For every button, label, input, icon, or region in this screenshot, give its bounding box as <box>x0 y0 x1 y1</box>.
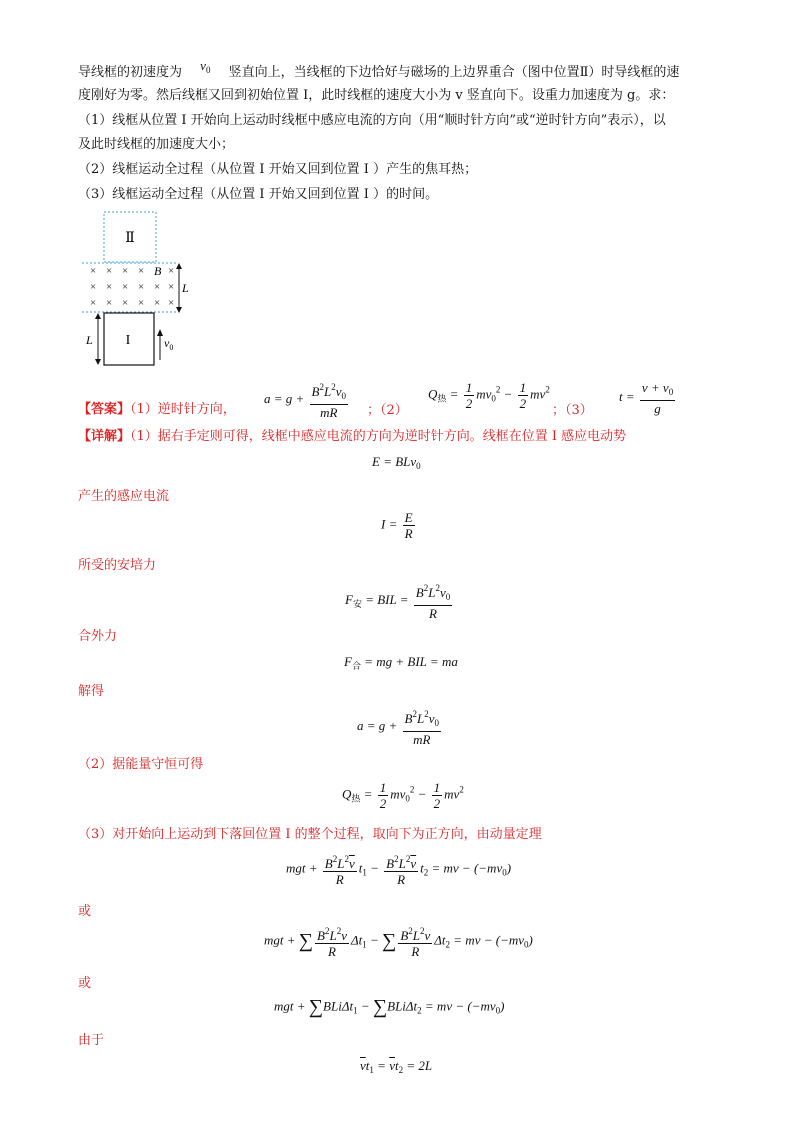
formula-emf: E = BLv$_0$ <box>372 454 421 471</box>
question-1-line-2: 及此时线框的加速度大小； <box>78 137 235 152</box>
svg-text:×: × <box>138 297 145 309</box>
answer-formula-Q: $Q_热$ = $\frac{1}{2}$ $mv_0^2$ − $\frac{1}{2}$ $mv^2$ <box>428 380 550 411</box>
formula-momentum-1: mgt + $\frac{B^2L^2\overline{v}}{R}$ $t_1$ − $\frac{B^2L^2\overline{v}}{R}$ $t_2$ = mv − $(-mv_0)$ <box>286 854 512 887</box>
answer-part-1: （1）逆时针方向， <box>130 402 236 417</box>
formula-acceleration: a = g + $\frac{B^2L^2v_0}{mR}$ <box>357 709 440 747</box>
problem-line-2: 度刚好为零。然后线框又回到初始位置 I，此时线框的速度大小为 v 竖直向下。设重力加速度为 g。求： <box>78 88 675 103</box>
v0-arrow-label: $v_0$ <box>164 336 174 352</box>
L-label-right: L <box>182 281 189 295</box>
answer-part-3: ；（3） <box>552 403 593 418</box>
magnetic-field-figure <box>78 208 198 373</box>
svg-text:×: × <box>138 281 145 293</box>
svg-text:×: × <box>106 265 113 277</box>
explain-text: （1）据右手定则可得，线框中感应电流的方向为逆时针方向。线框在位置 I 感应电动势 <box>130 429 627 444</box>
answer-part-2: ；（2） <box>367 403 408 418</box>
formula-ampere-force: $F_安$ = BIL = $\frac{B^2L^2v_0}{R}$ <box>345 583 451 621</box>
svg-text:×: × <box>90 281 97 293</box>
explain-or-1: 或 <box>78 904 92 919</box>
svg-text:×: × <box>90 265 97 277</box>
explain-force-title: 所受的安培力 <box>78 558 157 573</box>
answer-tag: 【答案】 <box>78 402 131 417</box>
formula-current: I = $\frac{E}{R}$ <box>381 510 413 541</box>
explain-solve-title: 解得 <box>78 684 105 699</box>
svg-text:×: × <box>168 297 175 309</box>
explain-tag: 【详解】 <box>78 429 131 444</box>
problem-line-1 <box>78 58 680 85</box>
svg-text:×: × <box>154 297 161 309</box>
explain-line-1 <box>78 428 626 446</box>
answer-formula-a: a = g + $\frac{B^2L^2v_0}{mR}$ <box>264 382 347 420</box>
position-I-label: I <box>125 333 131 348</box>
formula-momentum-2: mgt + ∑ $\frac{B^2L^2v}{R}$ $\Delta t_1$ − ∑ $\frac{B^2L^2v}{R}$ $\Delta t_2$ = mv − $(-mv_0)$ <box>264 926 533 959</box>
answer-formula-t: t = $\frac{v + v_0}{g}$ <box>619 380 674 416</box>
svg-text:×: × <box>138 265 145 277</box>
formula-heat: $Q_热$ = $\frac{1}{2}$ $mv_0^2$ − $\frac{1}{2}$ $mv^2$ <box>342 780 464 811</box>
explain-or-2: 或 <box>78 976 92 991</box>
field-B-label: B <box>154 264 162 278</box>
svg-text:×: × <box>154 281 161 293</box>
formula-momentum-3: mgt + ∑BLiΔt$_1$ − ∑BLiΔt$_2$ = mv − $(-mv_0)$ <box>274 996 505 1018</box>
answer-line <box>78 401 236 419</box>
explain-part-3: （3）对开始向上运动到下落回位置 I 的整个过程，取向下为正方向，由动量定理 <box>78 827 542 842</box>
svg-text:×: × <box>106 281 113 293</box>
field-crosses <box>90 265 174 309</box>
problem-text: 导线框的初速度为 <box>78 65 183 80</box>
position-II-label: Ⅱ <box>125 231 135 246</box>
explain-since-title: 由于 <box>78 1033 105 1048</box>
svg-text:×: × <box>168 265 175 277</box>
svg-text:×: × <box>106 297 113 309</box>
explain-current-title: 产生的感应电流 <box>78 489 170 504</box>
problem-text: 竖直向上，当线框的下边恰好与磁场的上边界重合（图中位置Ⅱ）时导线框的速 <box>228 65 680 80</box>
svg-text:×: × <box>168 281 175 293</box>
question-3: （3）线框运动全过程（从位置 I 开始又回到位置 I ）的时间。 <box>78 187 439 202</box>
svg-text:×: × <box>122 281 129 293</box>
explain-net-title: 合外力 <box>78 629 118 644</box>
formula-displacement: $\overline{v}t_1 = \overline{v}t_2 = 2L$ <box>360 1058 433 1075</box>
svg-text:×: × <box>122 265 129 277</box>
svg-text:×: × <box>90 297 97 309</box>
formula-net-force: $F_合$ = mg + BIL = ma <box>344 654 458 671</box>
explain-part-2: （2）据能量守恒可得 <box>78 757 204 772</box>
L-label-left: L <box>86 333 93 347</box>
question-2: （2）线框运动全过程（从位置 I 开始又回到位置 I ）产生的焦耳热； <box>78 162 478 177</box>
svg-text:×: × <box>122 297 129 309</box>
question-1-line-1: （1）线框从位置 I 开始向上运动时线框中感应电流的方向（用“顺时针方向”或“逆时针方向”表示），以 <box>78 113 666 128</box>
v0-symbol: $v_0$ <box>200 58 211 75</box>
